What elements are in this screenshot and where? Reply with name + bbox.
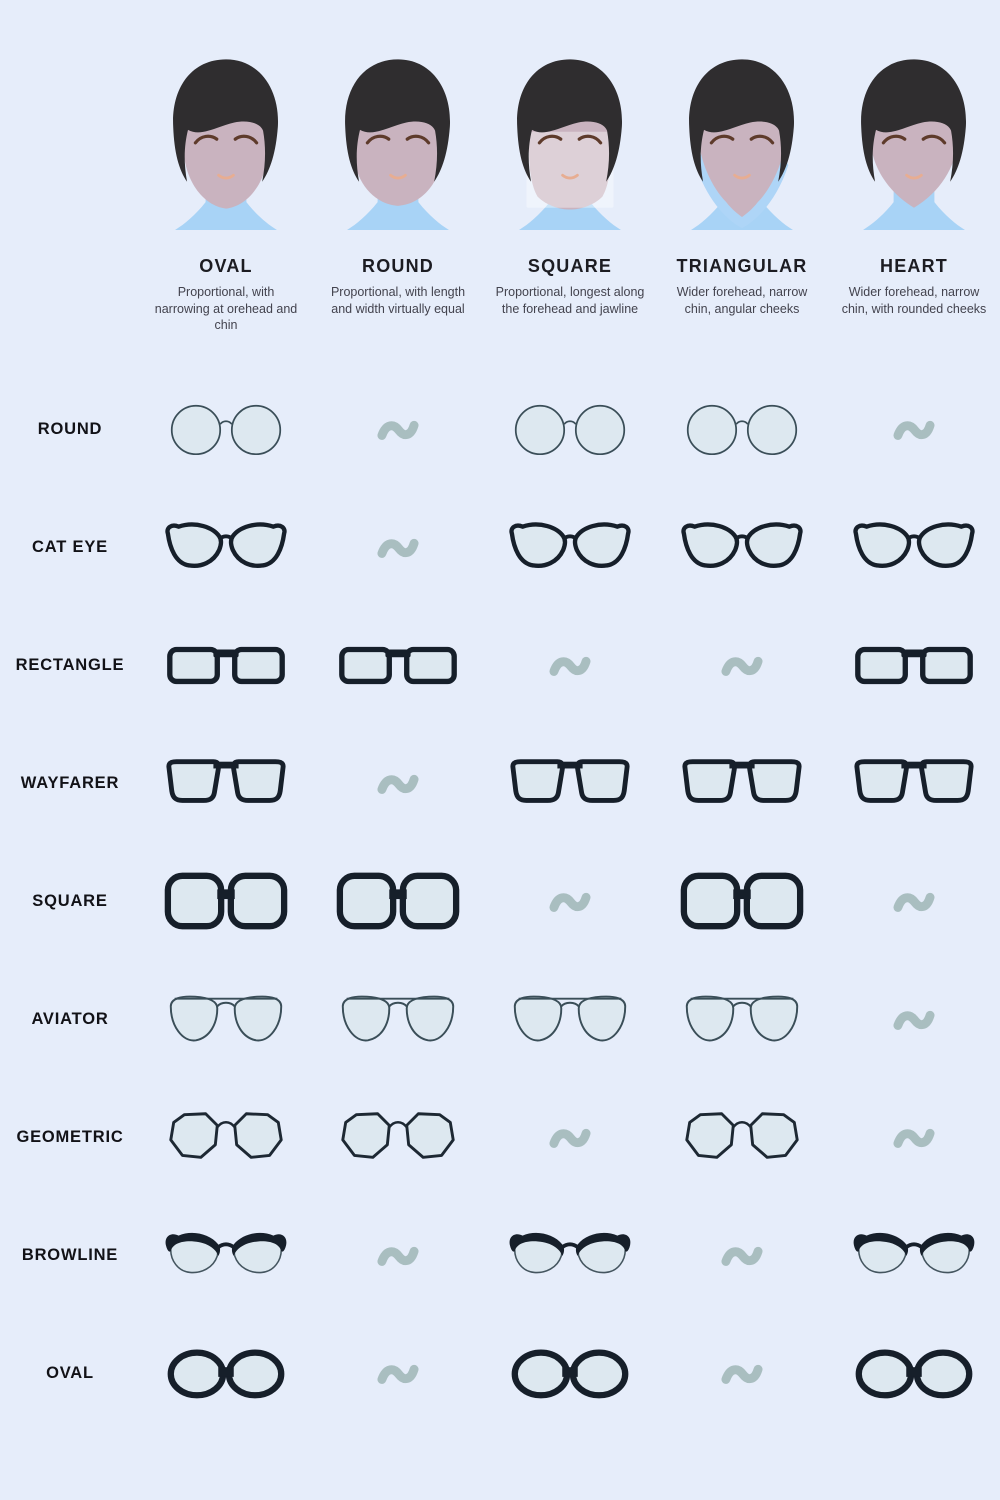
cat-eye-glasses-icon	[851, 516, 977, 578]
row-label-square: SQUARE	[32, 891, 108, 910]
cell-wayfarer-heart	[828, 724, 1000, 842]
tilde-icon	[720, 1359, 764, 1388]
row-label-rectangle: RECTANGLE	[15, 655, 125, 674]
column-description-heart: Wider forehead, narrow chin, with rounded cheeks	[841, 285, 987, 316]
browline-glasses-icon	[851, 1224, 977, 1286]
cell-aviator-round	[312, 960, 484, 1078]
wayfarer-glasses-icon	[163, 752, 289, 814]
geometric-glasses-icon	[679, 1106, 805, 1168]
tilde-icon	[892, 415, 936, 444]
cell-oval-triangular	[656, 1314, 828, 1432]
grid-row-wayfarer	[0, 724, 1000, 842]
cell-browline-heart	[828, 1196, 1000, 1314]
cell-square-oval	[140, 842, 312, 960]
tilde-icon	[376, 415, 420, 444]
cell-cat-eye-round	[312, 488, 484, 606]
oval-glasses-icon	[851, 1342, 977, 1404]
round-glasses-icon	[679, 398, 805, 460]
face-oval-icon	[147, 52, 305, 242]
cell-rectangle-oval	[140, 606, 312, 724]
cell-square-square	[484, 842, 656, 960]
geometric-glasses-icon	[163, 1106, 289, 1168]
cell-wayfarer-round	[312, 724, 484, 842]
aviator-glasses-icon	[163, 988, 289, 1050]
column-triangular	[656, 52, 828, 370]
row-label-wayfarer: WAYFARER	[20, 773, 120, 792]
column-oval	[140, 52, 312, 370]
tilde-icon	[376, 1359, 420, 1388]
cat-eye-glasses-icon	[163, 516, 289, 578]
face-triangular-icon	[663, 52, 821, 242]
cell-round-oval	[140, 370, 312, 488]
oval-glasses-icon	[507, 1342, 633, 1404]
cell-cat-eye-square	[484, 488, 656, 606]
tilde-icon	[548, 1123, 592, 1152]
cell-round-heart	[828, 370, 1000, 488]
cell-browline-round	[312, 1196, 484, 1314]
column-label-square: SQUARE	[527, 256, 613, 276]
column-square	[484, 52, 656, 370]
column-label-triangular: TRIANGULAR	[676, 256, 808, 276]
face-square-icon	[491, 52, 649, 242]
row-label-cat-eye: CAT EYE	[32, 537, 108, 556]
cell-cat-eye-oval	[140, 488, 312, 606]
cell-browline-triangular	[656, 1196, 828, 1314]
cell-geometric-triangular	[656, 1078, 828, 1196]
cell-rectangle-square	[484, 606, 656, 724]
row-label-oval: OVAL	[46, 1363, 94, 1382]
tilde-icon	[720, 1241, 764, 1270]
cell-wayfarer-triangular	[656, 724, 828, 842]
cell-geometric-heart	[828, 1078, 1000, 1196]
cell-square-triangular	[656, 842, 828, 960]
cell-cat-eye-triangular	[656, 488, 828, 606]
tilde-icon	[376, 769, 420, 798]
cell-square-heart	[828, 842, 1000, 960]
cell-geometric-oval	[140, 1078, 312, 1196]
grid-row-cat-eye	[0, 488, 1000, 606]
grid-row-rectangle	[0, 606, 1000, 724]
column-label-round: ROUND	[362, 256, 434, 276]
cell-square-round	[312, 842, 484, 960]
square-glasses-icon	[163, 870, 289, 932]
cell-browline-oval	[140, 1196, 312, 1314]
cell-oval-square	[484, 1314, 656, 1432]
tilde-icon	[548, 887, 592, 916]
cell-oval-round	[312, 1314, 484, 1432]
rectangle-glasses-icon	[163, 634, 289, 696]
grid-row-geometric	[0, 1078, 1000, 1196]
geometric-glasses-icon	[335, 1106, 461, 1168]
grid-row-aviator	[0, 960, 1000, 1078]
row-label-browline: BROWLINE	[21, 1245, 119, 1264]
face-heart-icon	[835, 52, 993, 242]
aviator-glasses-icon	[507, 988, 633, 1050]
row-label-round: ROUND	[37, 419, 103, 438]
column-label-oval: OVAL	[199, 256, 253, 276]
round-glasses-icon	[507, 398, 633, 460]
cell-aviator-triangular	[656, 960, 828, 1078]
column-description-square: Proportional, longest along the forehead and jawline	[495, 285, 645, 316]
column-round	[312, 52, 484, 370]
cell-browline-square	[484, 1196, 656, 1314]
column-description-oval: Proportional, with narrowing at orehead and chin	[154, 285, 298, 332]
cell-oval-oval	[140, 1314, 312, 1432]
column-heart	[828, 52, 1000, 370]
grid-row-oval	[0, 1314, 1000, 1432]
square-glasses-icon	[679, 870, 805, 932]
cat-eye-glasses-icon	[679, 516, 805, 578]
cell-aviator-oval	[140, 960, 312, 1078]
grid-row-square	[0, 842, 1000, 960]
wayfarer-glasses-icon	[851, 752, 977, 814]
cell-cat-eye-heart	[828, 488, 1000, 606]
face-shape-header-row	[0, 0, 1000, 370]
column-label-heart: HEART	[880, 256, 948, 276]
compatibility-grid	[0, 370, 1000, 1432]
cell-round-round	[312, 370, 484, 488]
cell-rectangle-heart	[828, 606, 1000, 724]
row-label-geometric: GEOMETRIC	[16, 1127, 124, 1146]
tilde-icon	[376, 533, 420, 562]
cat-eye-glasses-icon	[507, 516, 633, 578]
cell-wayfarer-square	[484, 724, 656, 842]
tilde-icon	[892, 887, 936, 916]
cell-round-triangular	[656, 370, 828, 488]
rectangle-glasses-icon	[335, 634, 461, 696]
tilde-icon	[892, 1123, 936, 1152]
grid-row-round	[0, 370, 1000, 488]
tilde-icon	[720, 651, 764, 680]
square-glasses-icon	[335, 870, 461, 932]
tilde-icon	[376, 1241, 420, 1270]
rectangle-glasses-icon	[851, 634, 977, 696]
aviator-glasses-icon	[335, 988, 461, 1050]
row-label-aviator: AVIATOR	[31, 1009, 109, 1028]
wayfarer-glasses-icon	[679, 752, 805, 814]
oval-glasses-icon	[163, 1342, 289, 1404]
face-round-icon	[319, 52, 477, 242]
cell-aviator-heart	[828, 960, 1000, 1078]
grid-row-browline	[0, 1196, 1000, 1314]
tilde-icon	[548, 651, 592, 680]
round-glasses-icon	[163, 398, 289, 460]
cell-rectangle-triangular	[656, 606, 828, 724]
cell-oval-heart	[828, 1314, 1000, 1432]
cell-geometric-round	[312, 1078, 484, 1196]
cell-wayfarer-oval	[140, 724, 312, 842]
column-description-triangular: Wider forehead, narrow chin, angular cheeks	[676, 285, 808, 316]
cell-rectangle-round	[312, 606, 484, 724]
browline-glasses-icon	[163, 1224, 289, 1286]
aviator-glasses-icon	[679, 988, 805, 1050]
wayfarer-glasses-icon	[507, 752, 633, 814]
browline-glasses-icon	[507, 1224, 633, 1286]
tilde-icon	[892, 1005, 936, 1034]
cell-aviator-square	[484, 960, 656, 1078]
cell-round-square	[484, 370, 656, 488]
column-description-round: Proportional, with length and width virtually equal	[330, 285, 466, 316]
header-spacer	[0, 52, 140, 370]
cell-geometric-square	[484, 1078, 656, 1196]
